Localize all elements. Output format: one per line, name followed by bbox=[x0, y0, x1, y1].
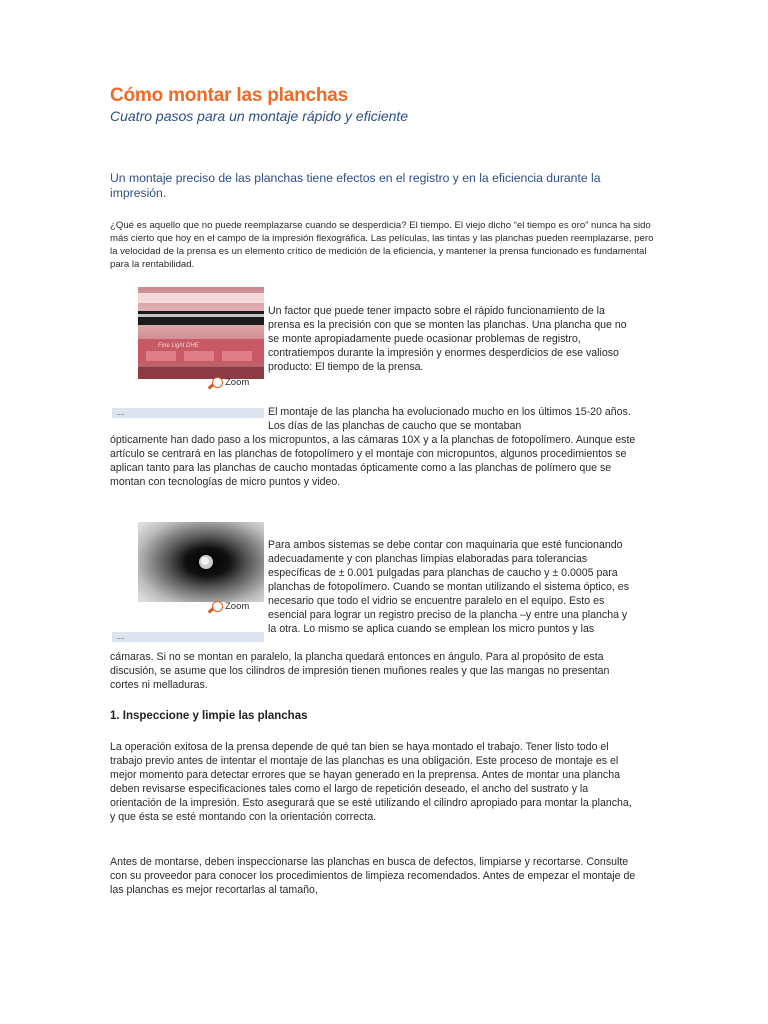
paragraph-1: ¿Qué es aquello que no puede reemplazarse cuando se desperdicia? El tiempo. El viejo dicho “el tiempo es oro” nunca ha sido más cierto que hoy en el campo de la impresión flexográfica. Las películas, las tintas y las planchas pueden reemplazarse, pero la velocidad de la prensa es un elemento crítico de medición de la eficiencia, y mantener la prensa funcionado es fundamental para la rentabilidad. bbox=[110, 220, 654, 270]
zoom-button-1[interactable] bbox=[212, 377, 272, 391]
zoom-label: Zoom bbox=[225, 377, 250, 389]
paragraph-3-cont: ópticamente han dado paso a los micropuntos, a las cámaras 10X y a la planchas de fotopolímero. Aunque este artículo se centrará en las planchas de fotopolímero y el montaje con micropuntos, algunos procedimientos se aplican tanto para las planchas de caucho montadas ópticamente como a las planchas de polímero que se montan con tecnologías de micro puntos y video. bbox=[110, 434, 636, 488]
figure-caption-bar-1: .... bbox=[112, 408, 264, 418]
paragraph-3-start: El montaje de las plancha ha evolucionado mucho en los últimos 15-20 años. Los días de las planchas de caucho que se montaban bbox=[268, 406, 631, 432]
zoom-label: Zoom bbox=[225, 601, 250, 613]
paragraph-2: Un factor que puede tener impacto sobre el rápido funcionamiento de la prensa es la precisión con que se monten las planchas. Una plancha que no se monte apropiadamente puede ocasionar problemas de registro, contratiempos durante la impresión y enormes desperdicios de ese valioso producto: El tiempo de la prensa. bbox=[268, 305, 627, 373]
plate-photo bbox=[138, 287, 264, 379]
microdot-photo bbox=[138, 522, 264, 602]
intro-paragraph: Un montaje preciso de las planchas tiene efectos en el registro y en la eficiencia durante la impresión. bbox=[110, 171, 601, 200]
paragraph-6: Antes de montarse, deben inspeccionarse las planchas en busca de defectos, limpiarse y recortarse. Consulte con su proveedor para conocer los procedimientos de limpieza recomendados. Antes de empezar el montaje de las planchas es mejor recortarlas al tamaño, bbox=[110, 856, 636, 896]
figure-caption-bar-2: .... bbox=[112, 632, 264, 642]
plate-photo-label: Fine Light DHE bbox=[158, 343, 199, 349]
zoom-icon bbox=[212, 601, 223, 612]
page-title: Cómo montar las planchas bbox=[110, 85, 349, 106]
paragraph-4-cont: cámaras. Si no se montan en paralelo, la plancha quedará entonces en ángulo. Para al propósito de esta discusión, se asume que los cilindros de impresión tienen muñones reales y que las mangas no presentan cortes ni melladuras. bbox=[110, 651, 610, 691]
paragraph-5: La operación exitosa de la prensa depende de qué tan bien se haya montado el trabajo. Tener listo todo el trabajo previo antes de intentar el montaje de las planchas es una obligación. Este proceso de montaje es el mejor momento para detectar errores que se hayan generado en la preprensa. Antes de montar una plancha deben revisarse especificaciones tales como el largo de repetición deseado, el ancho del sustrato y la orientación de la impresión. Esto asegurará que se esté utilizando el cilindro apropiado para montar la plancha, y que ésta se esté montando con la orientación correcta. bbox=[110, 741, 632, 823]
page-subtitle: Cuatro pasos para un montaje rápido y eficiente bbox=[110, 108, 409, 124]
section-heading-1: 1. Inspeccione y limpie las planchas bbox=[110, 710, 308, 722]
paragraph-4: Para ambos sistemas se debe contar con maquinaria que esté funcionando adecuadamente y con planchas limpias elaboradas para tolerancias específicas de ± 0.001 pulgadas para planchas de caucho y ± 0.0005 para planchas de fotopolímero. Cuando se montan utilizando el sistema óptico, es necesario que todo el vidrio se encuentre paralelo en el equipo. Esto es esencial para lograr un registro preciso de la plancha –y entre una plancha y la otra. Lo mismo se aplica cuando se emplean los micro puntos y las bbox=[268, 539, 629, 635]
zoom-button-2[interactable] bbox=[212, 601, 272, 615]
zoom-icon bbox=[212, 377, 223, 388]
